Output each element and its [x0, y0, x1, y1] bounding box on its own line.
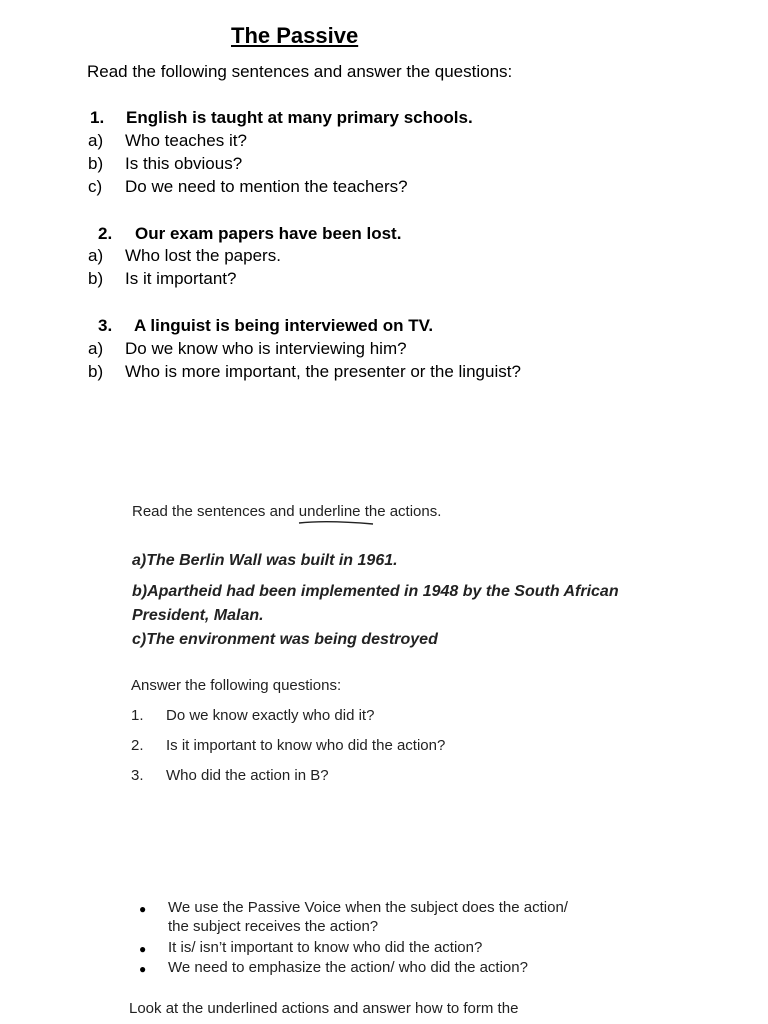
instruction-before: Read the sentences and	[132, 503, 295, 520]
question-text: Is it important to know who did the action?	[166, 737, 446, 754]
sentence-a: a)The Berlin Wall was built in 1961.	[132, 552, 398, 569]
hand-underline-mark	[297, 519, 377, 527]
underline-instruction	[132, 503, 441, 520]
bullet-item-2: It is/ isn’t important to know who did the action?	[168, 939, 483, 956]
questions-heading: Answer the following questions:	[131, 677, 342, 694]
question-number: 3.	[131, 767, 144, 784]
instruction-underlined-word	[299, 503, 361, 520]
item-sentence: Our exam papers have been lost.	[135, 224, 402, 243]
question-number: 1.	[131, 707, 144, 724]
instruction-underlined-text: underline	[298, 503, 361, 520]
sentence-b-line1: b)Apartheid had been implemented in 1948 by the South African	[132, 583, 619, 600]
question-label: a)	[88, 131, 104, 150]
question-label: b)	[88, 269, 104, 288]
bullet-item-1-line1: We use the Passive Voice when the subject does the action/	[168, 899, 568, 916]
question-text: Who lost the papers.	[125, 246, 281, 265]
question-text: Is it important?	[125, 269, 237, 288]
question-label: a)	[88, 339, 104, 358]
item-number: 3.	[98, 316, 113, 335]
question-text: Who is more important, the presenter or the linguist?	[125, 362, 521, 381]
bullet-icon: ●	[139, 942, 147, 956]
page-title: The Passive	[231, 23, 359, 48]
instruction-after: the actions.	[364, 503, 442, 520]
item-number: 1.	[90, 108, 105, 127]
item-sentence: A linguist is being interviewed on TV.	[134, 316, 434, 335]
footer-text: Look at the underlined actions and answer how to form the	[129, 1000, 519, 1017]
item-sentence: English is taught at many primary schools.	[126, 108, 473, 127]
question-label: a)	[88, 246, 104, 265]
sentence-b-line2: President, Malan.	[132, 607, 264, 624]
bullet-item-1-line2: the subject receives the action?	[168, 918, 379, 935]
question-number: 2.	[131, 737, 144, 754]
bullet-icon: ●	[139, 902, 147, 916]
bullet-item-3: We need to emphasize the action/ who did the action?	[168, 959, 528, 976]
bullet-icon: ●	[139, 962, 147, 976]
question-text: Who did the action in B?	[166, 767, 329, 784]
question-label: c)	[88, 177, 103, 196]
question-text: Is this obvious?	[125, 154, 243, 173]
question-label: b)	[88, 154, 104, 173]
item-number: 2.	[98, 224, 113, 243]
sentence-c: c)The environment was being destroyed	[132, 631, 438, 648]
question-text: Do we need to mention the teachers?	[125, 177, 408, 196]
question-text: Who teaches it?	[125, 131, 247, 150]
question-label: b)	[88, 362, 104, 381]
intro-text: Read the following sentences and answer the questions:	[87, 62, 513, 81]
question-text: Do we know exactly who did it?	[166, 707, 375, 724]
question-text: Do we know who is interviewing him?	[125, 339, 407, 358]
